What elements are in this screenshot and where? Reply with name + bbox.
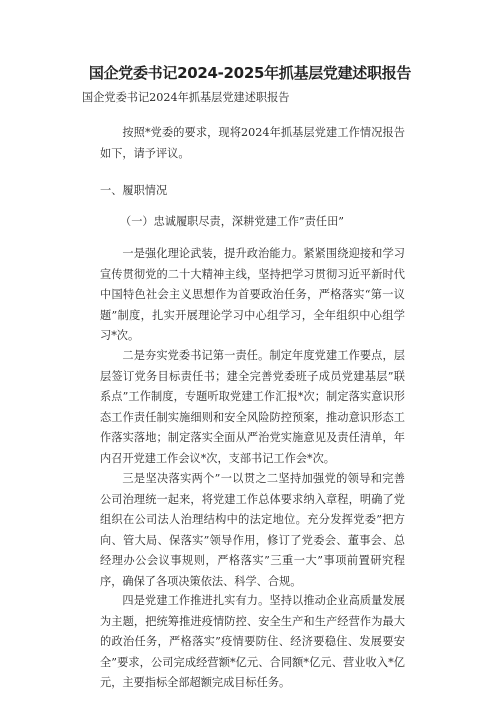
document-title: 国企党委书记2024-2025年抓基层党建述职报告: [88, 64, 412, 82]
intro-paragraph: 按照*党委的要求，现将2024年抓基层党建工作情况报告如下，请予评议。: [100, 126, 405, 160]
section-heading-1: 一、履职情况: [100, 184, 168, 197]
body-paragraph-3: 三是坚决落实两个”一以贯之二坚持加强党的领导和完善公司治理统一起来，将党建工作总体要求纳入章程，明确了党组织在公司法人治理结构中的法定地位。充分发挥党委”把方向、管大局、保落实”领导作用，修订了党委会、董事会、总经理办公会议事规则，严格落实”三重一大”事项前置研究程序，确保了各项决策依法、科学、合规。: [100, 472, 405, 588]
body-paragraph-1: 一是强化理论武装，提升政治能力。紧紧围绕迎接和学习宣传贯彻党的二十大精神主线，坚持把学习贯彻习近平新时代中国特色社会主义思想作为首要政治任务，严格落实“第一议题”制度，扎实开展理论学习中心组学习，全年组织中心组学习*次。: [100, 247, 405, 342]
subsection-heading-1: （一）忠诚履职尽责，深耕党建工作”责任田”: [120, 215, 345, 228]
document-subtitle: 国企党委书记2024年抓基层党建述职报告: [82, 91, 290, 104]
body-paragraph-2: 二是夯实党委书记第一责任。制定年度党建工作要点，层层签订党务目标责任书；建全完善党委班子成员党建基层”联系点”工作制度，专题听取党建工作汇报*次；制定落实意识形态工作责任制实施细则和安全风险防控预案，推动意识形态工作落实落地；制定落实全面从严治党实施意见及责任清单，年内召开党建工作会议*次，支部书记工作会*次。: [100, 349, 405, 465]
body-paragraph-4: 四是党建工作推进扎实有力。坚持以推动企业高质量发展为主题，把统筹推进疫情防控、安全生产和生产经营作为最大的政治任务，严格落实”疫情要防住、经济要稳住、发展要安全”要求，公司完成经营额*亿元、合同额*亿元、营业收入*亿元，主要指标全部超额完成目标任务。: [100, 594, 405, 689]
